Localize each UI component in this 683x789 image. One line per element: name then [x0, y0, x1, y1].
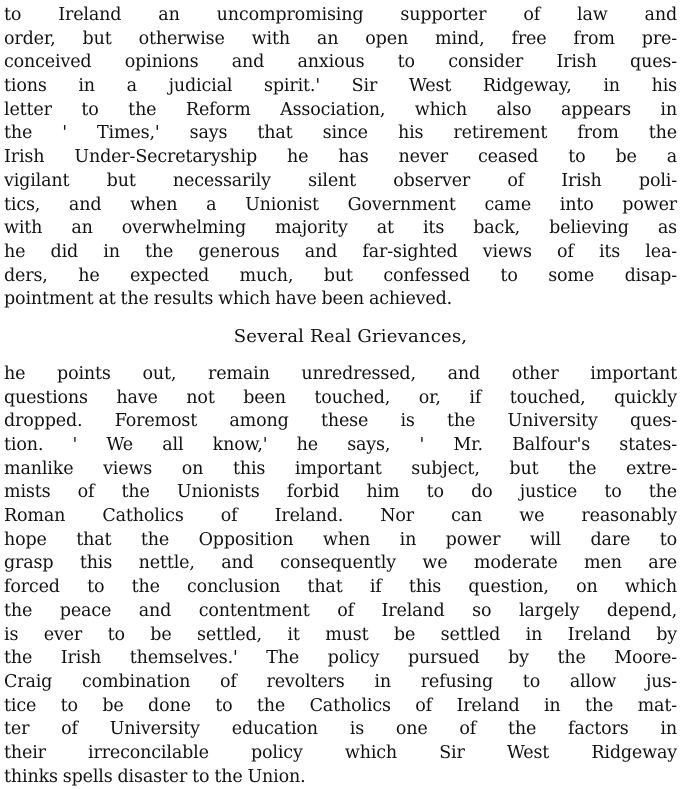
text-line: order, but otherwise with an open mind, free from pre-	[4, 28, 677, 49]
text-line: Craig combination of revolters in refusing to allow jus-	[4, 671, 677, 692]
text-line: is ever to be settled, it must be settled in Ireland by	[4, 624, 677, 645]
text-line: Irish Under-Secretaryship he has never ceased to be a	[4, 147, 677, 168]
text-line: tice to be done to the Catholics of Ireland in the mat-	[4, 695, 677, 716]
text-line: conceived opinions and anxious to consider Irish ques-	[4, 52, 677, 73]
text-line: tion. ' We all know,' he says, ' Mr. Balfour's states-	[4, 435, 677, 455]
text-line: grasp this nettle, and consequently we moderate men are	[4, 553, 677, 574]
text-line: he points out, remain unredressed, and other important	[4, 363, 677, 384]
text-line: hope that the Opposition when in power will dare to	[4, 529, 677, 550]
text-line: the peace and contentment of Ireland so largely depend,	[4, 600, 677, 621]
text-line: questions have not been touched, or, if touched, quickly	[4, 387, 677, 408]
text-line: thinks spells disaster to the Union.	[4, 766, 306, 787]
text-line: forced to the conclusion that if this question, on which	[4, 577, 677, 598]
text-line: ders, he expected much, but confessed to some disap-	[4, 265, 677, 286]
paragraph-2	[4, 363, 677, 789]
paragraph-1	[4, 4, 677, 312]
text-line: the ' Times,' says that since his retirement from the	[4, 123, 677, 144]
text-line: to Ireland an uncompromising supporter of law and	[4, 5, 677, 25]
text-line: vigilant but necessarily silent observer of Irish poli-	[4, 170, 677, 191]
text-line: he did in the generous and far-sighted views of its lea-	[4, 241, 677, 262]
text-line: letter to the Reform Association, which also appears in	[4, 99, 677, 120]
text-line: ter of University education is one of the factors in	[4, 719, 677, 740]
section-subheading: Several Real Grievances,	[233, 325, 468, 347]
text-line: manlike views on this important subject, but the extre-	[4, 458, 677, 479]
text-line: mists of the Unionists forbid him to do justice to the	[4, 482, 677, 503]
text-line: the Irish themselves.' The policy pursued by the Moore-	[4, 648, 677, 669]
text-line: dropped. Foremost among these is the University ques-	[4, 411, 677, 432]
text-line: Roman Catholics of Ireland. Nor can we reasonably	[4, 506, 677, 527]
text-line: with an overwhelming majority at its back, believing as	[4, 218, 677, 239]
text-line: tions in a judicial spirit.' Sir West Ridgeway, in his	[4, 76, 677, 97]
text-line: pointment at the results which have been achieved.	[4, 289, 453, 310]
text-line: tics, and when a Unionist Government came into power	[4, 194, 677, 215]
text-line: their irreconcilable policy which Sir West Ridgeway	[4, 742, 677, 763]
